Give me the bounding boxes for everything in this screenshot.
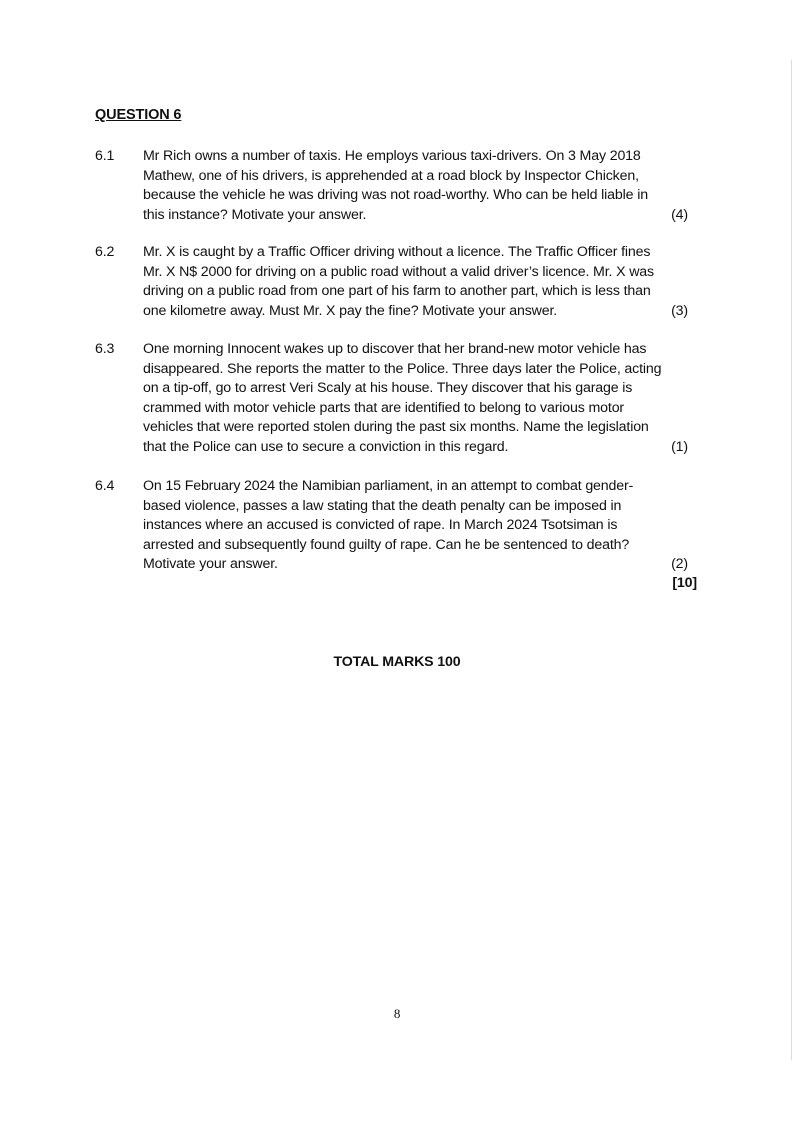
question-text-line: Motivate your answer. (143, 556, 278, 572)
question-marks: (1) (671, 438, 688, 455)
question-text-line: because the vehicle he was driving was not road-worthy. Who can be held liable in (143, 187, 648, 203)
section-total: [10] (672, 575, 697, 591)
question-text-line: on a tip-off, go to arrest Veri Scaly at his house. They discover that his garage is (143, 380, 633, 396)
question-text-line: crammed with motor vehicle parts that are identified to belong to various motor (143, 399, 625, 416)
question-marks: (4) (671, 206, 688, 223)
question-text-line: one kilometre away. Must Mr. X pay the fine? Motivate your answer. (143, 302, 558, 319)
question-text-line: instances where an accused is convicted of rape. In March 2024 Tsotsiman is (143, 517, 618, 533)
page-number: 8 (393, 1006, 401, 1021)
question-number: 6.3 (95, 341, 115, 357)
question-text-line: Mathew, one of his drivers, is apprehended at a road block by Inspector Chicken, (143, 167, 639, 184)
question-text-line: On 15 February 2024 the Namibian parliament, in an attempt to combat gender- (143, 478, 634, 494)
question-text-line: this instance? Motivate your answer. (143, 206, 367, 223)
question-number: 6.4 (95, 478, 115, 494)
question-number: 6.1 (95, 148, 115, 164)
question-number: 6.2 (95, 244, 115, 260)
question-text-line: driving on a public road from one part of his farm to another part, which is less than (143, 283, 651, 299)
question-marks: (2) (671, 556, 688, 572)
question-text-line: vehicles that were reported stolen during the past six months. Name the legislation (143, 419, 649, 435)
question-text-line: based violence, passes a law stating that the death penalty can be imposed in (143, 497, 622, 514)
question-text-line: One morning Innocent wakes up to discover that her brand-new motor vehicle has (143, 341, 647, 357)
question-text-line: disappeared. She reports the matter to the Police. Three days later the Police, acting (143, 360, 662, 377)
question-text-line: arrested and subsequently found guilty of rape. Can he be sentenced to death? (143, 536, 630, 553)
question-text-line: Mr. X N$ 2000 for driving on a public road without a valid driver’s licence. Mr. X was (143, 263, 654, 280)
question-text-line: that the Police can use to secure a conviction in this regard. (143, 438, 509, 455)
total-marks: TOTAL MARKS 100 (333, 654, 461, 670)
question-heading: QUESTION 6 (95, 107, 182, 123)
question-text-line: Mr. X is caught by a Traffic Officer driving without a licence. The Traffic Officer fines (143, 244, 651, 260)
question-marks: (3) (671, 302, 688, 319)
scan-edge (791, 60, 792, 1060)
question-text-line: Mr Rich owns a number of taxis. He employs various taxi-drivers. On 3 May 2018 (143, 148, 641, 164)
